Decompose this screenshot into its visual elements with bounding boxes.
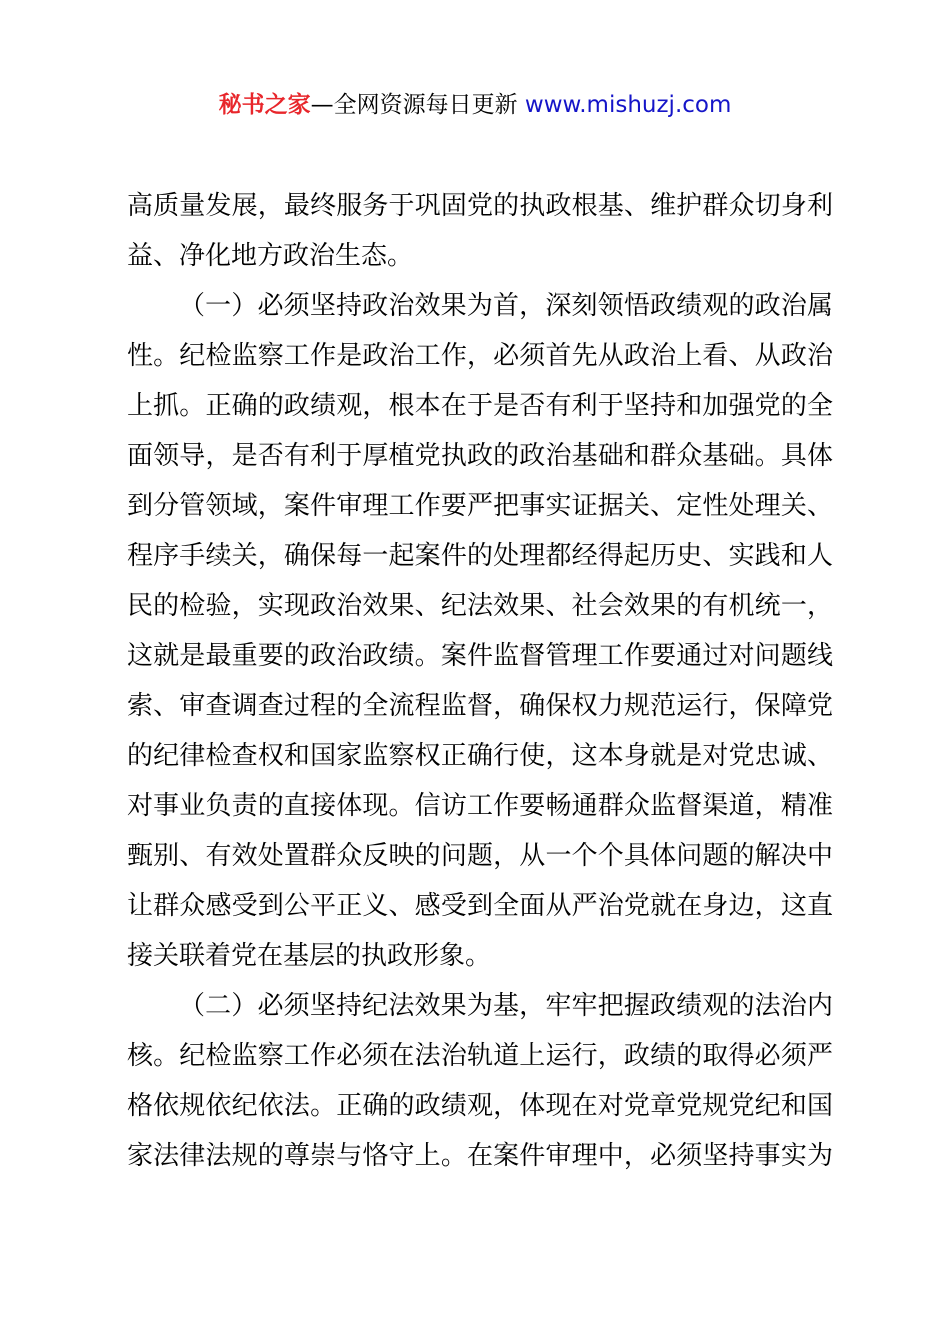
text-line: 让群众感受到公平正义、感受到全面从严治党就在身边，这直 [127,891,833,921]
text-line: 高质量发展，最终服务于巩固党的执政根基、维护群众切身利 [127,191,833,221]
page-header [0,88,950,122]
paragraph-heading-line: （二）必须坚持纪法效果为基，牢牢把握政绩观的法治内 [179,991,833,1021]
text-line: 核。纪检监察工作必须在法治轨道上运行，政绩的取得必须严 [127,1041,833,1071]
text-line: 索、审查调查过程的全流程监督，确保权力规范运行，保障党 [127,691,833,721]
text-line: 家法律法规的尊崇与恪守上。在案件审理中，必须坚持事实为 [127,1141,833,1171]
text-line: 上抓。正确的政绩观，根本在于是否有利于坚持和加强党的全 [127,391,833,421]
text-line: 接关联着党在基层的执政形象。 [127,941,492,971]
text-line: 的纪律检查权和国家监察权正确行使，这本身就是对党忠诚、 [127,741,833,771]
text-line: 这就是最重要的政治政绩。案件监督管理工作要通过对问题线 [127,641,833,671]
text-line: 益、净化地方政治生态。 [127,241,414,271]
text-line: 对事业负责的直接体现。信访工作要畅通群众监督渠道，精准 [127,791,833,821]
text-line: 民的检验，实现政治效果、纪法效果、社会效果的有机统一， [127,591,833,621]
document-body [127,181,833,1181]
paragraph-heading-line: （一）必须坚持政治效果为首，深刻领悟政绩观的政治属 [179,291,833,321]
header-tagline: —全网资源每日更新 [310,92,525,118]
text-line: 性。纪检监察工作是政治工作，必须首先从政治上看、从政治 [127,341,833,371]
text-line: 程序手续关，确保每一起案件的处理都经得起历史、实践和人 [127,541,833,571]
brand-name: 秘书之家 [218,92,311,118]
site-url-link[interactable]: www.mishuzj.com [524,92,732,118]
text-line: 甄别、有效处置群众反映的问题，从一个个具体问题的解决中 [127,841,833,871]
text-line: 面领导，是否有利于厚植党执政的政治基础和群众基础。具体 [127,441,833,471]
text-line: 到分管领域，案件审理工作要严把事实证据关、定性处理关、 [127,491,833,521]
text-line: 格依规依纪依法。正确的政绩观，体现在对党章党规党纪和国 [127,1091,833,1121]
